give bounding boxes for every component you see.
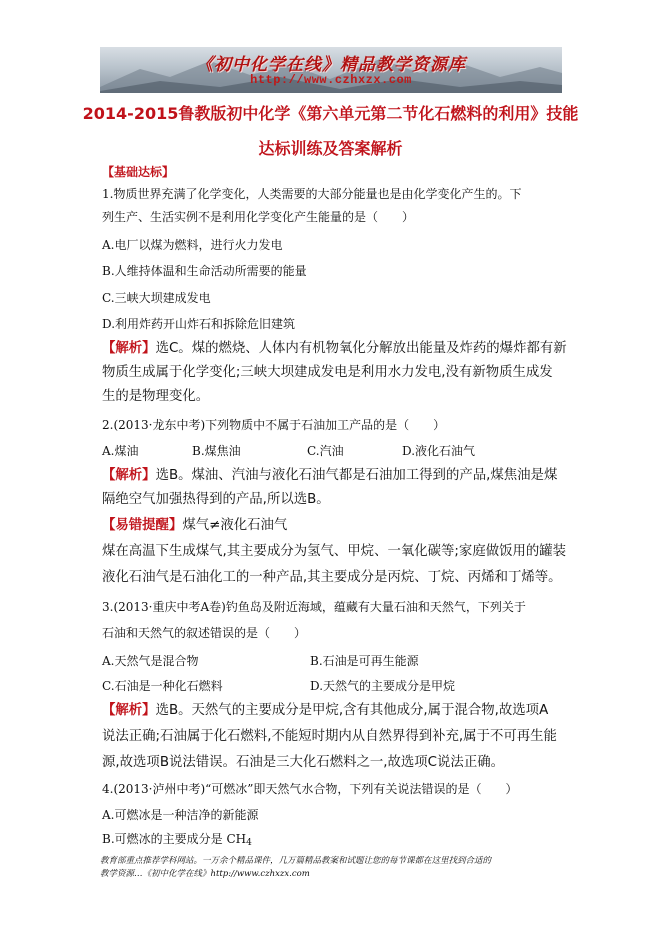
q2-option-b: B.煤焦油 xyxy=(192,444,241,458)
q1-option-d: D.利用炸药开山炸石和拆除危旧建筑 xyxy=(102,317,296,331)
q2-options-row xyxy=(102,442,582,460)
q4-option-a: A.可燃冰是一种洁净的新能源 xyxy=(102,808,259,822)
q1-explanation-tag: 【解析】 xyxy=(102,341,156,356)
footer-line1: 教育部重点推荐学科网站。一万余个精品课件，几万篇精品教案和试题让您的每节课都在这里找到合适的 xyxy=(100,856,492,866)
q2-tip-line2: 液化石油气是石油化工的一种产品,其主要成分是丙烷、丁烷、丙烯和丁烯等。 xyxy=(102,570,562,585)
q3-option-c: C.石油是一种化石燃料 xyxy=(102,679,223,693)
q3-stem-line1: 3.(2013·重庆中考A卷)钓鱼岛及附近海域，蕴藏有大量石油和天然气，下列关于 xyxy=(102,600,526,614)
q1-explanation-line3: 生的是物理变化。 xyxy=(102,389,210,404)
footer-line2: 教学资源…《初中化学在线》http://www.czhxzx.com xyxy=(100,869,310,879)
q3-options-row1 xyxy=(102,652,542,670)
q2-option-a: A.煤油 xyxy=(102,444,139,458)
banner-url: http://www.czhxzx.com xyxy=(250,73,412,87)
q1-option-a: A.电厂以煤为燃料，进行火力发电 xyxy=(102,238,283,252)
q3-option-a: A.天然气是混合物 xyxy=(102,654,199,668)
q3-explanation-tag: 【解析】 xyxy=(102,703,156,718)
q1-stem-line2: 列生产、生活实例不是利用化学变化产生能量的是（ ） xyxy=(102,210,415,224)
q3-option-b: B.石油是可再生能源 xyxy=(310,654,419,668)
q1-option-c: C.三峡大坝建成发电 xyxy=(102,291,211,305)
q4-stem: 4.(2013·泸州中考)“可燃冰”即天然气水合物，下列有关说法错误的是（ ） xyxy=(102,782,518,796)
q4-option-b: B.可燃冰的主要成分是 $CH_4$ xyxy=(102,832,252,848)
banner-title: 《初中化学在线》精品教学资源库 xyxy=(196,55,466,75)
section-heading: 【基础达标】 xyxy=(102,165,175,179)
page-footer xyxy=(100,855,570,881)
q3-stem-line2: 石油和天然气的叙述错误的是（ ） xyxy=(102,626,307,640)
q2-tip-line1: 煤在高温下生成煤气,其主要成分为氢气、甲烷、一氧化碳等;家庭做饭用的罐装 xyxy=(102,544,567,559)
q1-explanation-line2: 物质生成属于化学变化;三峡大坝建成发电是利用水力发电,没有新物质生成发 xyxy=(102,365,553,380)
q2-tip-tag: 【易错提醒】 xyxy=(102,518,183,533)
q3-explanation-line1: 【解析】选B。天然气的主要成分是甲烷,含有其他成分,属于混合物,故选项A xyxy=(102,703,549,718)
q3-explanation-line3: 源,故选项B说法错误。石油是三大化石燃料之一,故选项C说法正确。 xyxy=(102,755,504,770)
q3-options-row2 xyxy=(102,677,542,695)
q2-explanation-line2: 隔绝空气加强热得到的产品,所以选B。 xyxy=(102,492,330,507)
q3-option-d: D.天然气的主要成分是甲烷 xyxy=(310,679,456,693)
q2-option-c: C.汽油 xyxy=(307,444,344,458)
q1-option-b: B.人维持体温和生命活动所需要的能量 xyxy=(102,264,307,278)
document-title-line2: 达标训练及答案解析 xyxy=(258,139,403,158)
q1-stem-line1: 1.物质世界充满了化学变化，人类需要的大部分能量也是由化学变化产生的。下 xyxy=(102,187,522,201)
document-title-line1: 2014-2015鲁教版初中化学《第六单元第二节化石燃料的利用》技能 xyxy=(82,104,579,123)
q4-option-b-subscript: 4 xyxy=(246,838,252,848)
q2-tip-heading: 【易错提醒】煤气≠液化石油气 xyxy=(102,518,288,533)
q3-explanation-line2: 说法正确;石油属于化石燃料,不能短时期内从自然界得到补充,属于不可再生能 xyxy=(102,729,557,744)
q2-stem: 2.(2013·龙东中考)下列物质中不属于石油加工产品的是（ ） xyxy=(102,418,446,432)
header-banner xyxy=(100,47,562,93)
q1-explanation-line1: 【解析】选C。煤的燃烧、人体内有机物氧化分解放出能量及炸药的爆炸都有新 xyxy=(102,341,567,356)
q2-option-d: D.液化石油气 xyxy=(402,444,476,458)
q2-explanation-tag: 【解析】 xyxy=(102,468,156,483)
q2-explanation-line1: 【解析】选B。煤油、汽油与液化石油气都是石油加工得到的产品,煤焦油是煤 xyxy=(102,468,558,483)
